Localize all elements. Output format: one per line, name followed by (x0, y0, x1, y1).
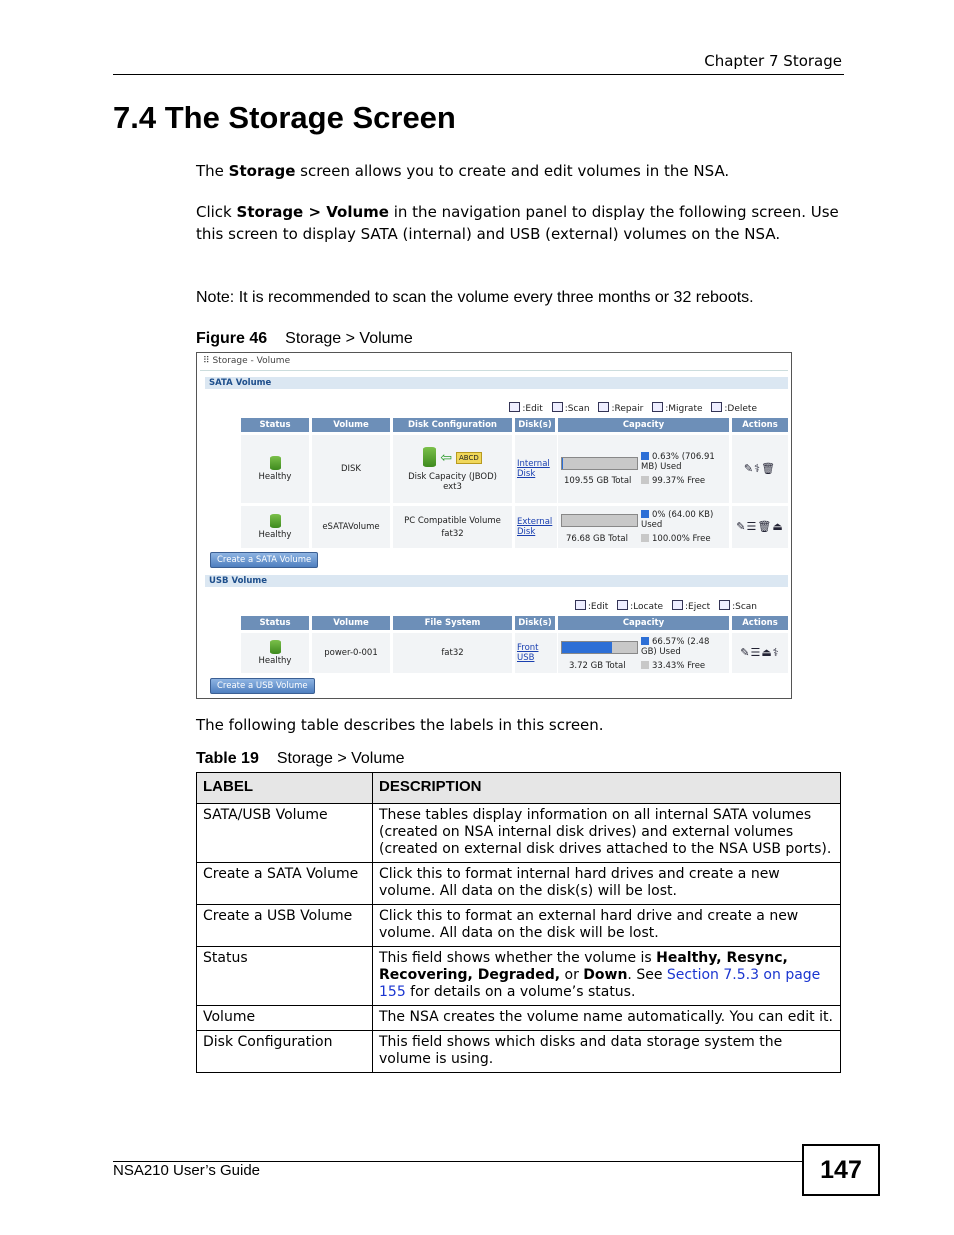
disks-cell (515, 435, 557, 503)
row-description: These tables display information on all internal SATA volumes (created on NSA internal disk drives) and external volumes (created on external disk drives attached to the NSA USB ports). (373, 804, 841, 863)
scan-legend: :Scan (552, 404, 590, 414)
capacity-free-legend: 100.00% Free (641, 534, 711, 544)
disks-cell (515, 506, 557, 548)
row-label: SATA/USB Volume (197, 804, 373, 863)
row-label: Disk Configuration (197, 1031, 373, 1073)
status-cell: Healthy (241, 633, 309, 673)
col-volume: Volume (312, 616, 390, 630)
guide-title: NSA210 User’s Guide (113, 1162, 261, 1179)
table-row (197, 804, 841, 863)
col-file-system: File System (393, 616, 512, 630)
scan-legend: :Scan (719, 602, 757, 612)
table-row (197, 905, 841, 947)
col-status: Status (241, 418, 309, 432)
healthy-volume-icon (270, 514, 281, 528)
front-usb-link[interactable]: Front (517, 643, 539, 653)
capacity-used-legend: 0.63% (706.91 MB) Used (641, 452, 715, 472)
actions-cell[interactable]: ✎⚕🗑 (732, 435, 788, 503)
volume-cell: eSATAVolume (312, 506, 390, 548)
free-swatch (641, 534, 649, 542)
capacity-free-legend: 33.43% Free (641, 661, 705, 671)
note: Note: It is recommended to scan the volume every three months or 32 reboots. (196, 289, 754, 306)
col-capacity: Capacity (558, 418, 729, 432)
col-disks: Disk(s) (515, 616, 555, 630)
scan-icon (719, 600, 730, 610)
row-description: The NSA creates the volume name automatically. You can edit it. (373, 1006, 841, 1031)
usb-action-legend (569, 600, 757, 612)
row-description: Click this to format internal hard drives and create a new volume. All data on the disk(s) will be lost. (373, 863, 841, 905)
edit-legend: :Edit (509, 404, 542, 414)
section-link[interactable]: Section 7.5.3 on page 155 (379, 967, 821, 1000)
table-row (197, 863, 841, 905)
capacity-bar (561, 641, 638, 654)
row-description: Click this to format an external hard drive and create a new volume. All data on the disk will be lost. (373, 905, 841, 947)
following-text: The following table describes the labels in this screen. (196, 716, 604, 734)
repair-legend: :Repair (598, 404, 643, 414)
actions-cell[interactable]: ✎☰🗑⏏ (732, 506, 788, 548)
healthy-volume-icon (270, 640, 281, 654)
delete-legend: :Delete (711, 404, 757, 414)
col-actions: Actions (732, 418, 788, 432)
row-label: Volume (197, 1006, 373, 1031)
locate-legend: :Locate (617, 602, 663, 612)
disk-config-cell: PC Compatible Volume fat32 (393, 506, 512, 548)
used-swatch (641, 637, 649, 645)
table-row (197, 1006, 841, 1031)
table-row (197, 947, 841, 1006)
actions-cell[interactable]: ✎☰⏏⚕ (732, 633, 788, 673)
disk-config-cell: ⇦ ABCD Disk Capacity (JBOD) ext3 (393, 435, 512, 503)
repair-icon (598, 402, 609, 412)
create-sata-volume-button[interactable]: Create a SATA Volume (210, 552, 318, 568)
raid-tag: ABCD (456, 452, 482, 464)
usb-link[interactable]: USB (517, 653, 535, 663)
label-header: LABEL (197, 773, 373, 804)
row-label: Create a USB Volume (197, 905, 373, 947)
capacity-total: 109.55 GB Total (564, 476, 632, 486)
chapter-header: Chapter 7 Storage (704, 52, 842, 70)
table-row (197, 1031, 841, 1073)
create-usb-volume-button[interactable]: Create a USB Volume (210, 678, 315, 694)
disks-cell (515, 633, 557, 673)
figure-caption: Figure 46 Storage > Volume (196, 330, 413, 347)
edit-legend: :Edit (575, 602, 608, 612)
row-description: This field shows which disks and data storage system the volume is using. (373, 1031, 841, 1073)
capacity-free-legend: 99.37% Free (641, 476, 705, 486)
usb-section-header: USB Volume (205, 575, 788, 587)
eject-icon (672, 600, 683, 610)
section-title: 7.4 The Storage Screen (113, 100, 456, 135)
locate-icon (617, 600, 628, 610)
used-swatch (641, 452, 649, 460)
eject-legend: :Eject (672, 602, 710, 612)
volume-cell: power-0-001 (312, 633, 390, 673)
scan-icon (552, 402, 563, 412)
used-swatch (641, 510, 649, 518)
capacity-total: 76.68 GB Total (566, 534, 629, 544)
volume-cell: DISK (312, 435, 390, 503)
migrate-icon (652, 402, 663, 412)
col-status: Status (241, 616, 309, 630)
capacity-used-legend: 0% (64.00 KB) Used (641, 510, 714, 530)
free-swatch (641, 661, 649, 669)
page-number: 147 (802, 1144, 880, 1196)
col-capacity: Capacity (558, 616, 729, 630)
storage-volume-screenshot (196, 352, 792, 699)
table-header-row (197, 773, 841, 804)
capacity-total: 3.72 GB Total (569, 661, 626, 671)
capacity-bar (561, 514, 638, 527)
capacity-used-legend: 66.57% (2.48 GB) Used (641, 637, 710, 657)
file-system-cell: fat32 (393, 633, 512, 673)
title-separator (200, 370, 788, 371)
delete-icon (711, 402, 722, 412)
description-header: DESCRIPTION (373, 773, 841, 804)
status-cell: Healthy (241, 435, 309, 503)
col-disks: Disk(s) (515, 418, 555, 432)
external-disk-link[interactable]: External (517, 517, 553, 527)
sata-section-header: SATA Volume (205, 377, 788, 389)
col-actions: Actions (732, 616, 788, 630)
free-swatch (641, 476, 649, 484)
col-volume: Volume (312, 418, 390, 432)
row-label: Create a SATA Volume (197, 863, 373, 905)
description-table (196, 772, 841, 1073)
arrow-icon: ⇦ (440, 449, 452, 466)
edit-icon (509, 402, 520, 412)
capacity-bar (561, 457, 638, 470)
disk-link[interactable]: Disk (517, 469, 536, 479)
header-rule (113, 74, 844, 75)
row-description: This field shows whether the volume is Healthy, Resync, Recovering, Degraded, or Down. See Section 7.5.3 on page 155 for details on a volume’s status. (373, 947, 841, 1006)
capacity-used-fill (562, 642, 612, 653)
intro-paragraph-2: Click Storage > Volume in the navigation panel to display the following screen. Use this screen to display SATA (internal) and USB (external) volumes on the NSA. (196, 203, 839, 243)
intro-paragraph-1: The Storage screen allows you to create and edit volumes in the NSA. (196, 162, 730, 180)
row-label: Status (197, 947, 373, 1006)
healthy-volume-icon (270, 456, 281, 470)
table-caption: Table 19 Storage > Volume (196, 750, 405, 767)
disk-stack-icon (423, 447, 436, 467)
status-cell: Healthy (241, 506, 309, 548)
edit-icon (575, 600, 586, 610)
sata-action-legend (503, 402, 757, 414)
col-disk-configuration: Disk Configuration (393, 418, 512, 432)
migrate-legend: :Migrate (652, 404, 702, 414)
disk-link[interactable]: Disk (517, 527, 536, 537)
window-title: ⠿ Storage - Volume (203, 356, 291, 366)
internal-disk-link[interactable]: Internal (517, 459, 550, 469)
